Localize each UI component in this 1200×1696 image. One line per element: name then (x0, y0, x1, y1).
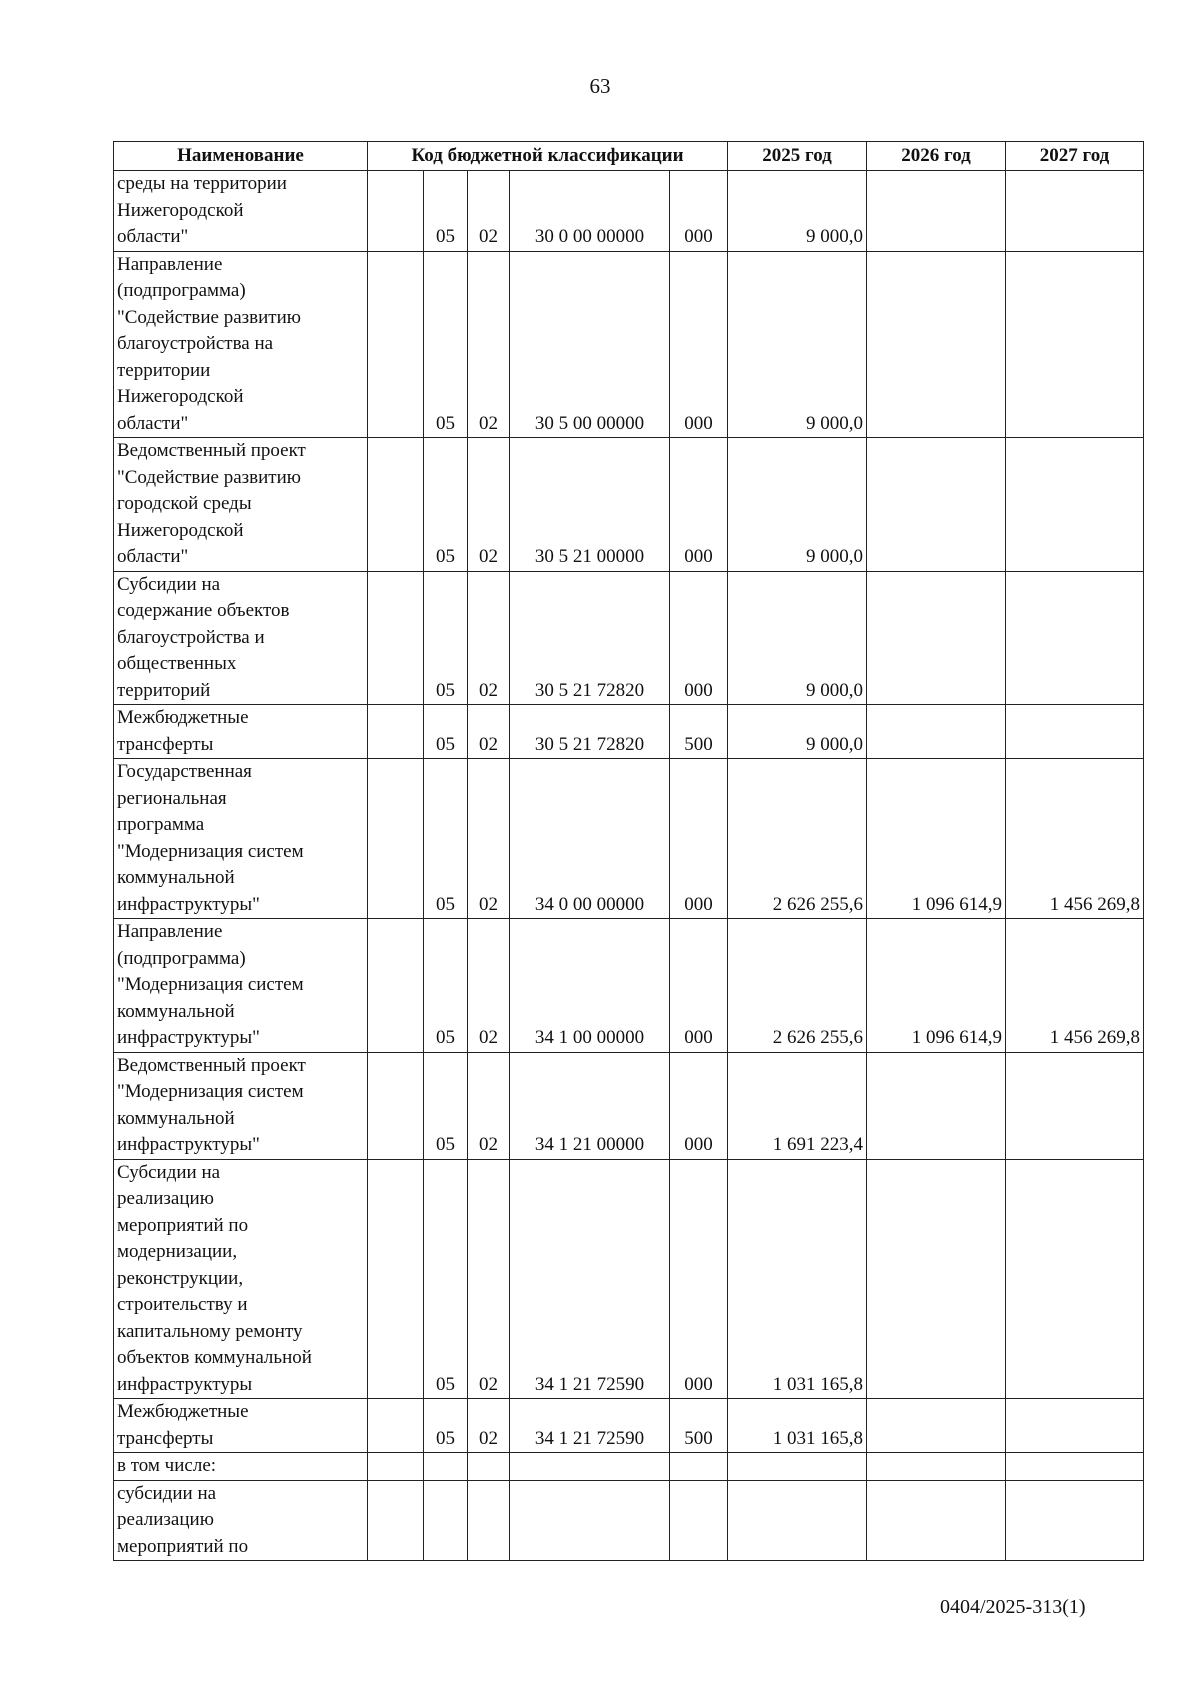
cell-2026 (867, 171, 1006, 252)
cell-expense-type: 000 (670, 171, 728, 252)
cell-2026 (867, 1453, 1006, 1481)
cell-name: субсидии на реализацию мероприятий по (114, 1480, 368, 1561)
cell-expense-type: 000 (670, 571, 728, 705)
cell-target-article: 34 0 00 00000 (510, 759, 670, 919)
cell-code-1 (368, 1159, 424, 1399)
cell-2027: 1 456 269,8 (1006, 919, 1144, 1053)
table-row (114, 251, 1144, 438)
cell-subsection: 02 (468, 705, 510, 759)
cell-2027 (1006, 571, 1144, 705)
header-name: Наименование (114, 142, 368, 171)
cell-code-1 (368, 1399, 424, 1453)
cell-section: 05 (424, 1159, 468, 1399)
cell-subsection: 02 (468, 919, 510, 1053)
cell-name: Направление (подпрограмма) "Содействие развитию благоустройства на территории Нижегородской области" (114, 251, 368, 438)
cell-2025: 1 031 165,8 (728, 1159, 867, 1399)
cell-name: Ведомственный проект "Модернизация систем коммунальной инфраструктуры" (114, 1052, 368, 1159)
cell-2026 (867, 1159, 1006, 1399)
cell-name: Межбюджетные трансферты (114, 705, 368, 759)
cell-2026 (867, 1052, 1006, 1159)
cell-2026 (867, 251, 1006, 438)
cell-section: 05 (424, 251, 468, 438)
cell-section (424, 1453, 468, 1481)
document-id: 0404/2025-313(1) (940, 1596, 1086, 1618)
header-2027: 2027 год (1006, 142, 1144, 171)
cell-2025: 9 000,0 (728, 171, 867, 252)
cell-code-1 (368, 571, 424, 705)
cell-2027 (1006, 1453, 1144, 1481)
cell-expense-type (670, 1453, 728, 1481)
cell-target-article: 30 5 21 00000 (510, 438, 670, 572)
table-row (114, 705, 1144, 759)
cell-2027 (1006, 705, 1144, 759)
cell-2026 (867, 1399, 1006, 1453)
cell-subsection: 02 (468, 571, 510, 705)
cell-2026 (867, 571, 1006, 705)
cell-code-1 (368, 438, 424, 572)
cell-2026 (867, 438, 1006, 572)
header-2025: 2025 год (728, 142, 867, 171)
cell-2025: 2 626 255,6 (728, 759, 867, 919)
cell-name: Ведомственный проект "Содействие развитию городской среды Нижегородской области" (114, 438, 368, 572)
cell-subsection (468, 1480, 510, 1561)
cell-section: 05 (424, 571, 468, 705)
cell-2025: 9 000,0 (728, 705, 867, 759)
cell-name: Направление (подпрограмма) "Модернизация систем коммунальной инфраструктуры" (114, 919, 368, 1053)
cell-2027 (1006, 1480, 1144, 1561)
cell-expense-type: 500 (670, 1399, 728, 1453)
cell-section: 05 (424, 919, 468, 1053)
cell-2025: 9 000,0 (728, 571, 867, 705)
cell-expense-type: 500 (670, 705, 728, 759)
cell-2027 (1006, 251, 1144, 438)
cell-code-1 (368, 1052, 424, 1159)
table-row (114, 438, 1144, 572)
table-row (114, 1399, 1144, 1453)
cell-section: 05 (424, 171, 468, 252)
table-header-row (114, 142, 1144, 171)
cell-2027 (1006, 171, 1144, 252)
cell-target-article (510, 1453, 670, 1481)
cell-target-article: 30 5 21 72820 (510, 705, 670, 759)
cell-2025: 9 000,0 (728, 438, 867, 572)
cell-name: Государственная региональная программа "Модернизация систем коммунальной инфраструктуры" (114, 759, 368, 919)
cell-2026 (867, 705, 1006, 759)
cell-code-1 (368, 251, 424, 438)
table-row (114, 1052, 1144, 1159)
cell-name: среды на территории Нижегородской области" (114, 171, 368, 252)
cell-expense-type (670, 1480, 728, 1561)
cell-2027 (1006, 1052, 1144, 1159)
table-row (114, 171, 1144, 252)
header-2026: 2026 год (867, 142, 1006, 171)
cell-section: 05 (424, 438, 468, 572)
cell-expense-type: 000 (670, 759, 728, 919)
cell-subsection: 02 (468, 759, 510, 919)
table-row (114, 571, 1144, 705)
cell-subsection: 02 (468, 251, 510, 438)
cell-name: Субсидии на реализацию мероприятий по модернизации, реконструкции, строительству и капитальному ремонту объектов коммунальной инфраструктуры (114, 1159, 368, 1399)
cell-2027 (1006, 1159, 1144, 1399)
cell-expense-type: 000 (670, 251, 728, 438)
cell-code-1 (368, 759, 424, 919)
cell-subsection (468, 1453, 510, 1481)
cell-target-article: 30 5 00 00000 (510, 251, 670, 438)
cell-2025: 2 626 255,6 (728, 919, 867, 1053)
cell-target-article: 34 1 00 00000 (510, 919, 670, 1053)
cell-subsection: 02 (468, 171, 510, 252)
cell-section: 05 (424, 705, 468, 759)
cell-2025 (728, 1480, 867, 1561)
table-body (114, 171, 1144, 1561)
table-row (114, 1159, 1144, 1399)
header-code: Код бюджетной классификации (368, 142, 728, 171)
cell-2025: 1 031 165,8 (728, 1399, 867, 1453)
cell-code-1 (368, 705, 424, 759)
cell-expense-type: 000 (670, 919, 728, 1053)
table-row (114, 1480, 1144, 1561)
cell-target-article: 30 5 21 72820 (510, 571, 670, 705)
cell-code-1 (368, 919, 424, 1053)
budget-table (113, 141, 1144, 1561)
cell-2025 (728, 1453, 867, 1481)
page-number: 63 (589, 74, 611, 98)
cell-expense-type: 000 (670, 1159, 728, 1399)
cell-2027 (1006, 438, 1144, 572)
cell-target-article: 30 0 00 00000 (510, 171, 670, 252)
cell-target-article: 34 1 21 00000 (510, 1052, 670, 1159)
cell-2027 (1006, 1399, 1144, 1453)
cell-section (424, 1480, 468, 1561)
table-row (114, 919, 1144, 1053)
cell-2025: 9 000,0 (728, 251, 867, 438)
cell-name: Межбюджетные трансферты (114, 1399, 368, 1453)
cell-target-article: 34 1 21 72590 (510, 1399, 670, 1453)
cell-2026: 1 096 614,9 (867, 919, 1006, 1053)
cell-2027: 1 456 269,8 (1006, 759, 1144, 919)
cell-code-1 (368, 1480, 424, 1561)
cell-2026: 1 096 614,9 (867, 759, 1006, 919)
cell-section: 05 (424, 1399, 468, 1453)
table-row (114, 759, 1144, 919)
cell-code-1 (368, 171, 424, 252)
cell-name: Субсидии на содержание объектов благоустройства и общественных территорий (114, 571, 368, 705)
cell-2025: 1 691 223,4 (728, 1052, 867, 1159)
cell-2026 (867, 1480, 1006, 1561)
cell-target-article (510, 1480, 670, 1561)
cell-target-article: 34 1 21 72590 (510, 1159, 670, 1399)
table-row (114, 1453, 1144, 1481)
cell-section: 05 (424, 1052, 468, 1159)
cell-subsection: 02 (468, 438, 510, 572)
cell-expense-type: 000 (670, 438, 728, 572)
cell-expense-type: 000 (670, 1052, 728, 1159)
cell-subsection: 02 (468, 1399, 510, 1453)
cell-section: 05 (424, 759, 468, 919)
cell-subsection: 02 (468, 1052, 510, 1159)
cell-code-1 (368, 1453, 424, 1481)
cell-subsection: 02 (468, 1159, 510, 1399)
cell-name: в том числе: (114, 1453, 368, 1481)
